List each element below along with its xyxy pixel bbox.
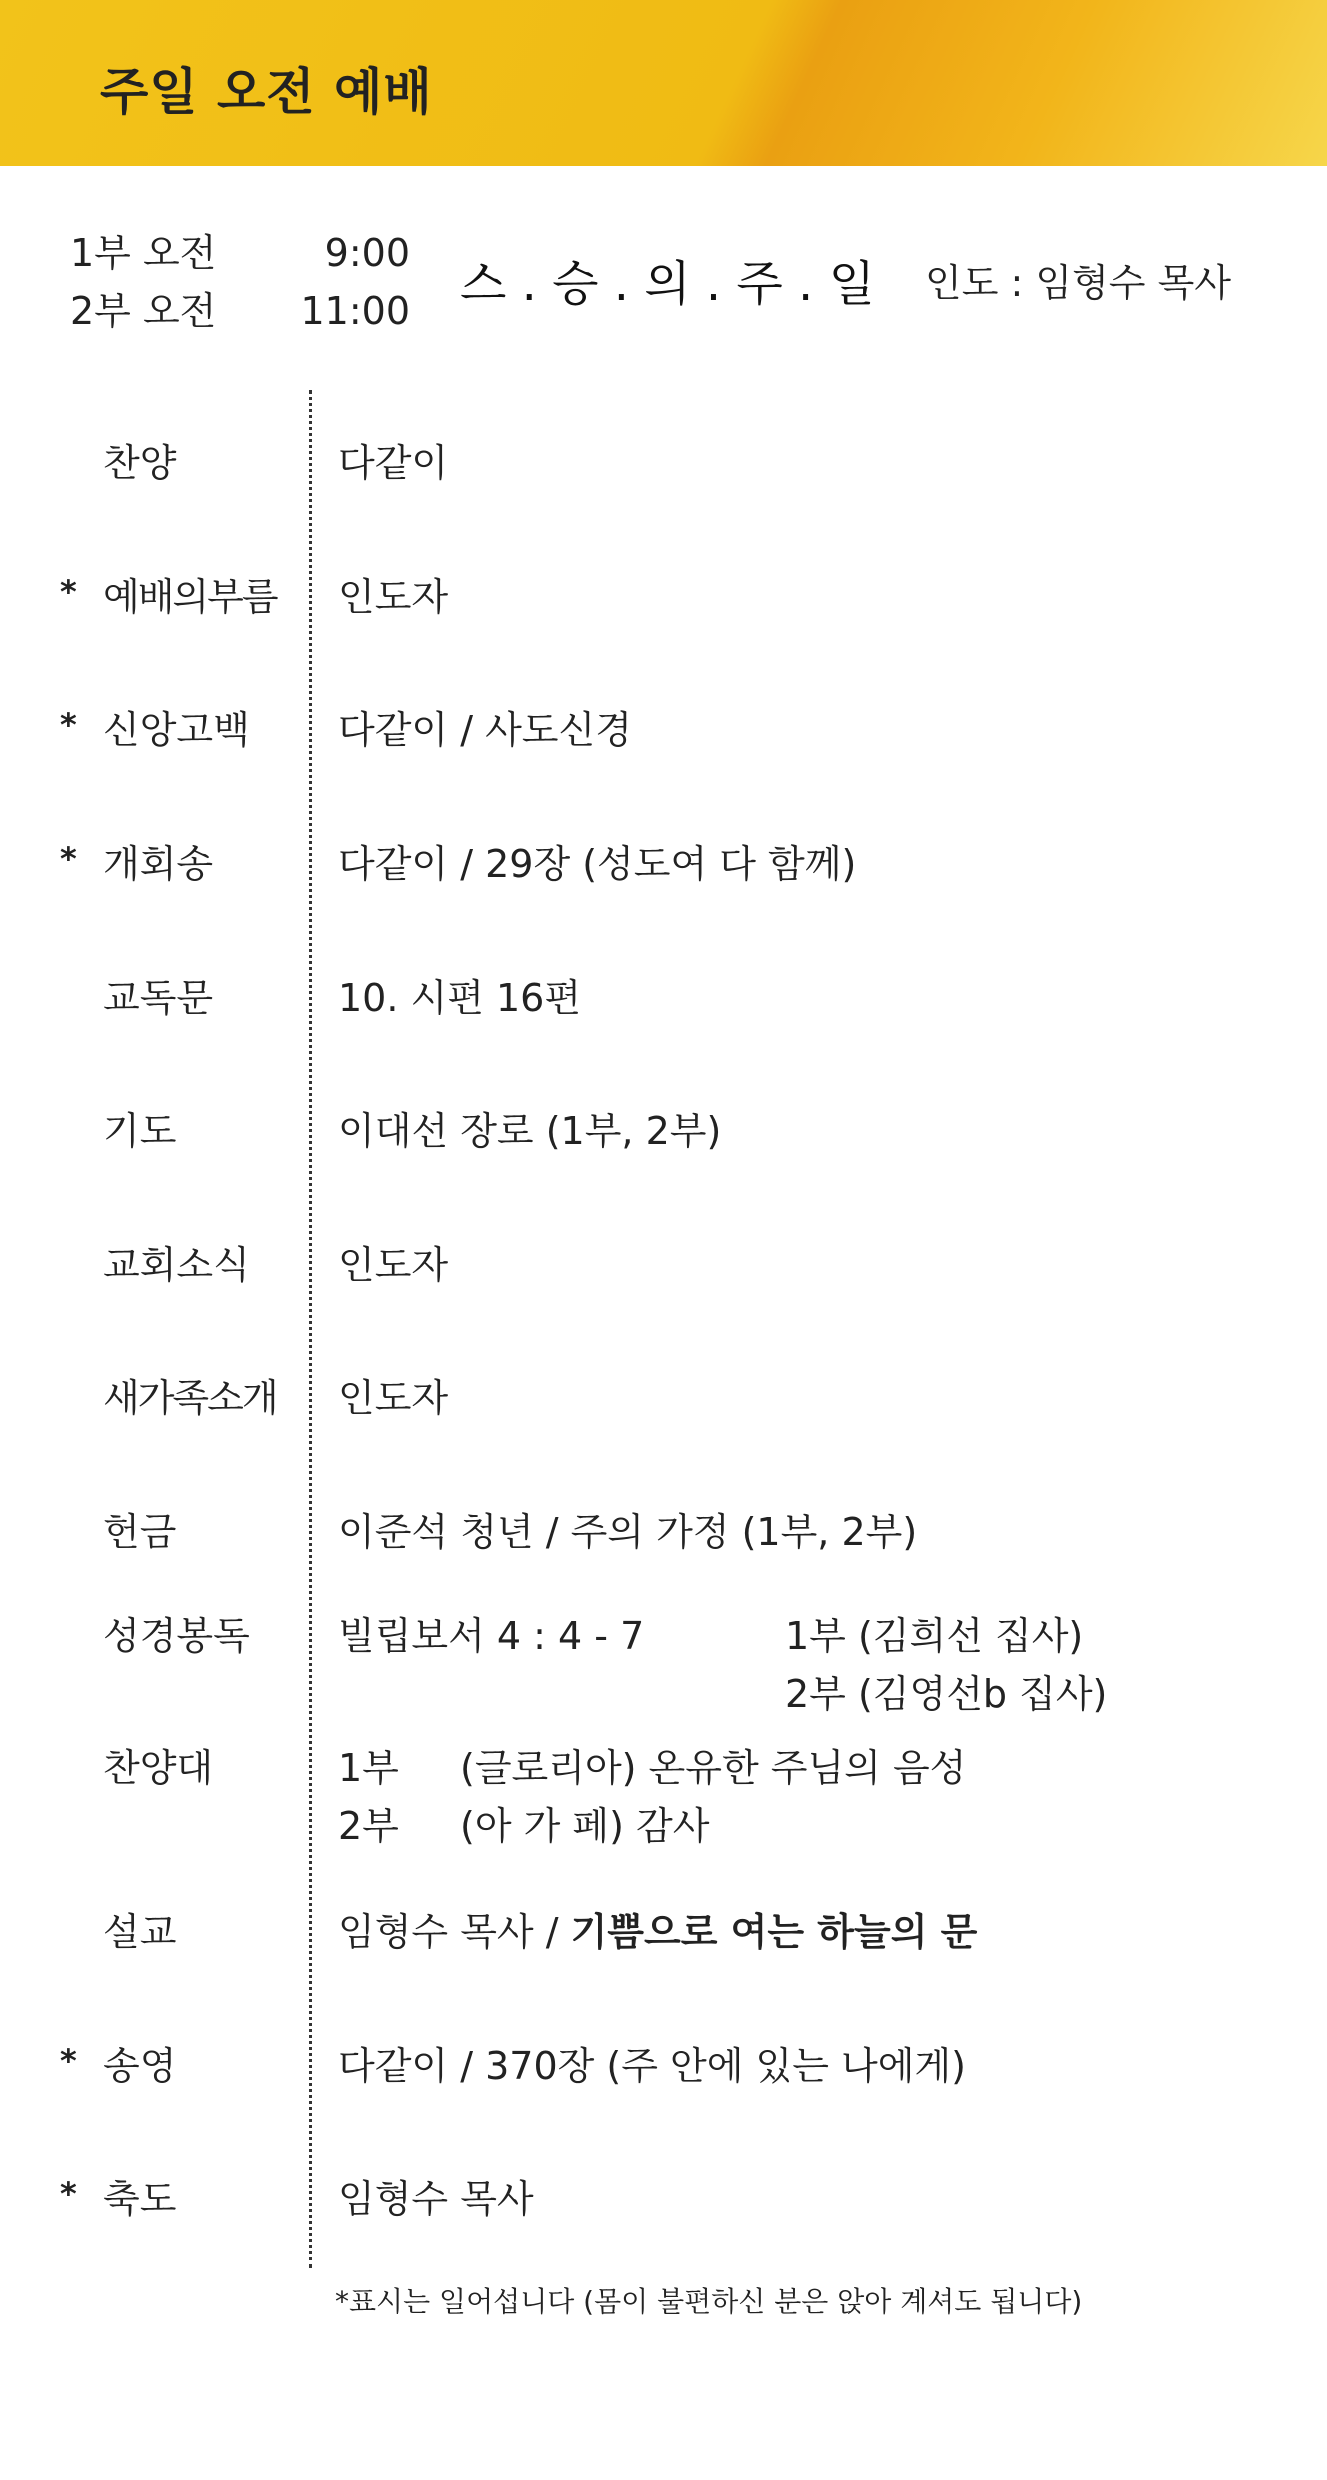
order-row xyxy=(0,702,1327,762)
order-label: 교회소식 xyxy=(103,1243,250,1287)
order-label: 설교 xyxy=(103,1910,177,1954)
order-content: 10. 시편 16편 xyxy=(338,976,582,1020)
order-row xyxy=(0,1237,1327,1297)
stand-marker: * xyxy=(60,706,77,744)
choir-anthem: (아 가 페) 감사 xyxy=(460,1804,710,1848)
order-label: 신앙고백 xyxy=(103,708,250,752)
order-row xyxy=(0,435,1327,495)
stand-marker: * xyxy=(60,573,77,611)
order-label: 예배의부름 xyxy=(103,575,277,619)
order-row xyxy=(0,970,1327,1030)
order-row xyxy=(0,1740,1327,1860)
choir-part: 2부 xyxy=(338,1804,399,1848)
order-content: 인도자 xyxy=(338,1243,449,1287)
order-label: 성경봉독 xyxy=(103,1614,250,1658)
order-row xyxy=(0,2038,1327,2098)
order-content: 이준석 청년 / 주의 가정 (1부, 2부) xyxy=(338,1510,918,1554)
order-label: 헌금 xyxy=(103,1510,177,1554)
order-row xyxy=(0,1904,1327,1964)
service-time-1 xyxy=(70,222,410,277)
order-content: 다같이 xyxy=(338,441,449,485)
service-time-value: 9:00 xyxy=(324,231,410,275)
order-content: 인도자 xyxy=(338,1376,449,1420)
order-row xyxy=(0,1504,1327,1564)
page-title: 주일 오전 예배 xyxy=(100,63,433,121)
order-content: 다같이 / 29장 (성도여 다 함께) xyxy=(338,842,857,886)
sermon-theme: 스 . 승 . 의 . 주 . 일 xyxy=(460,256,875,312)
order-label: 교독문 xyxy=(103,976,214,1020)
order-row xyxy=(0,569,1327,629)
scripture-reader: 2부 (김영선b 집사) xyxy=(785,1672,1108,1716)
worship-leader: 인도 : 임형수 목사 xyxy=(925,261,1231,305)
preacher: 임형수 목사 / xyxy=(338,1910,571,1954)
service-time-label: 1부 오전 xyxy=(70,231,217,275)
order-label: 새가족소개 xyxy=(103,1376,277,1420)
order-content: 다같이 / 사도신경 xyxy=(338,708,632,752)
service-time-label: 2부 오전 xyxy=(70,289,217,333)
service-time-value: 11:00 xyxy=(300,289,410,333)
order-content: 인도자 xyxy=(338,575,449,619)
order-content: 이대선 장로 (1부, 2부) xyxy=(338,1109,722,1153)
order-label: 송영 xyxy=(103,2044,177,2088)
order-row xyxy=(0,1608,1327,1728)
order-label: 찬양 xyxy=(103,441,177,485)
order-content: 임형수 목사 xyxy=(338,2177,534,2221)
footnote: *표시는 일어섭니다 (몸이 불편하신 분은 앉아 계셔도 됩니다) xyxy=(335,2285,1083,2318)
choir-anthem: (글로리아) 온유한 주님의 음성 xyxy=(460,1746,967,1790)
order-label: 기도 xyxy=(103,1109,177,1153)
stand-marker: * xyxy=(60,2042,77,2080)
order-row xyxy=(0,1370,1327,1430)
order-row xyxy=(0,836,1327,896)
order-row xyxy=(0,2171,1327,2231)
header-banner xyxy=(0,0,1327,166)
order-row xyxy=(0,1103,1327,1163)
service-time-2 xyxy=(70,280,410,335)
scripture-reader: 1부 (김희선 집사) xyxy=(785,1614,1084,1658)
order-label: 찬양대 xyxy=(103,1746,214,1790)
order-label: 축도 xyxy=(103,2177,177,2221)
sermon-title: 기쁨으로 여는 하늘의 문 xyxy=(570,1910,978,1954)
scripture-reference: 빌립보서 4 : 4 - 7 xyxy=(338,1614,645,1658)
order-content: 다같이 / 370장 (주 안에 있는 나에게) xyxy=(338,2044,966,2088)
column-divider xyxy=(309,390,312,2268)
order-content xyxy=(338,1904,977,1960)
choir-part: 1부 xyxy=(338,1746,399,1790)
stand-marker: * xyxy=(60,840,77,878)
order-label: 개회송 xyxy=(103,842,214,886)
stand-marker: * xyxy=(60,2175,77,2213)
